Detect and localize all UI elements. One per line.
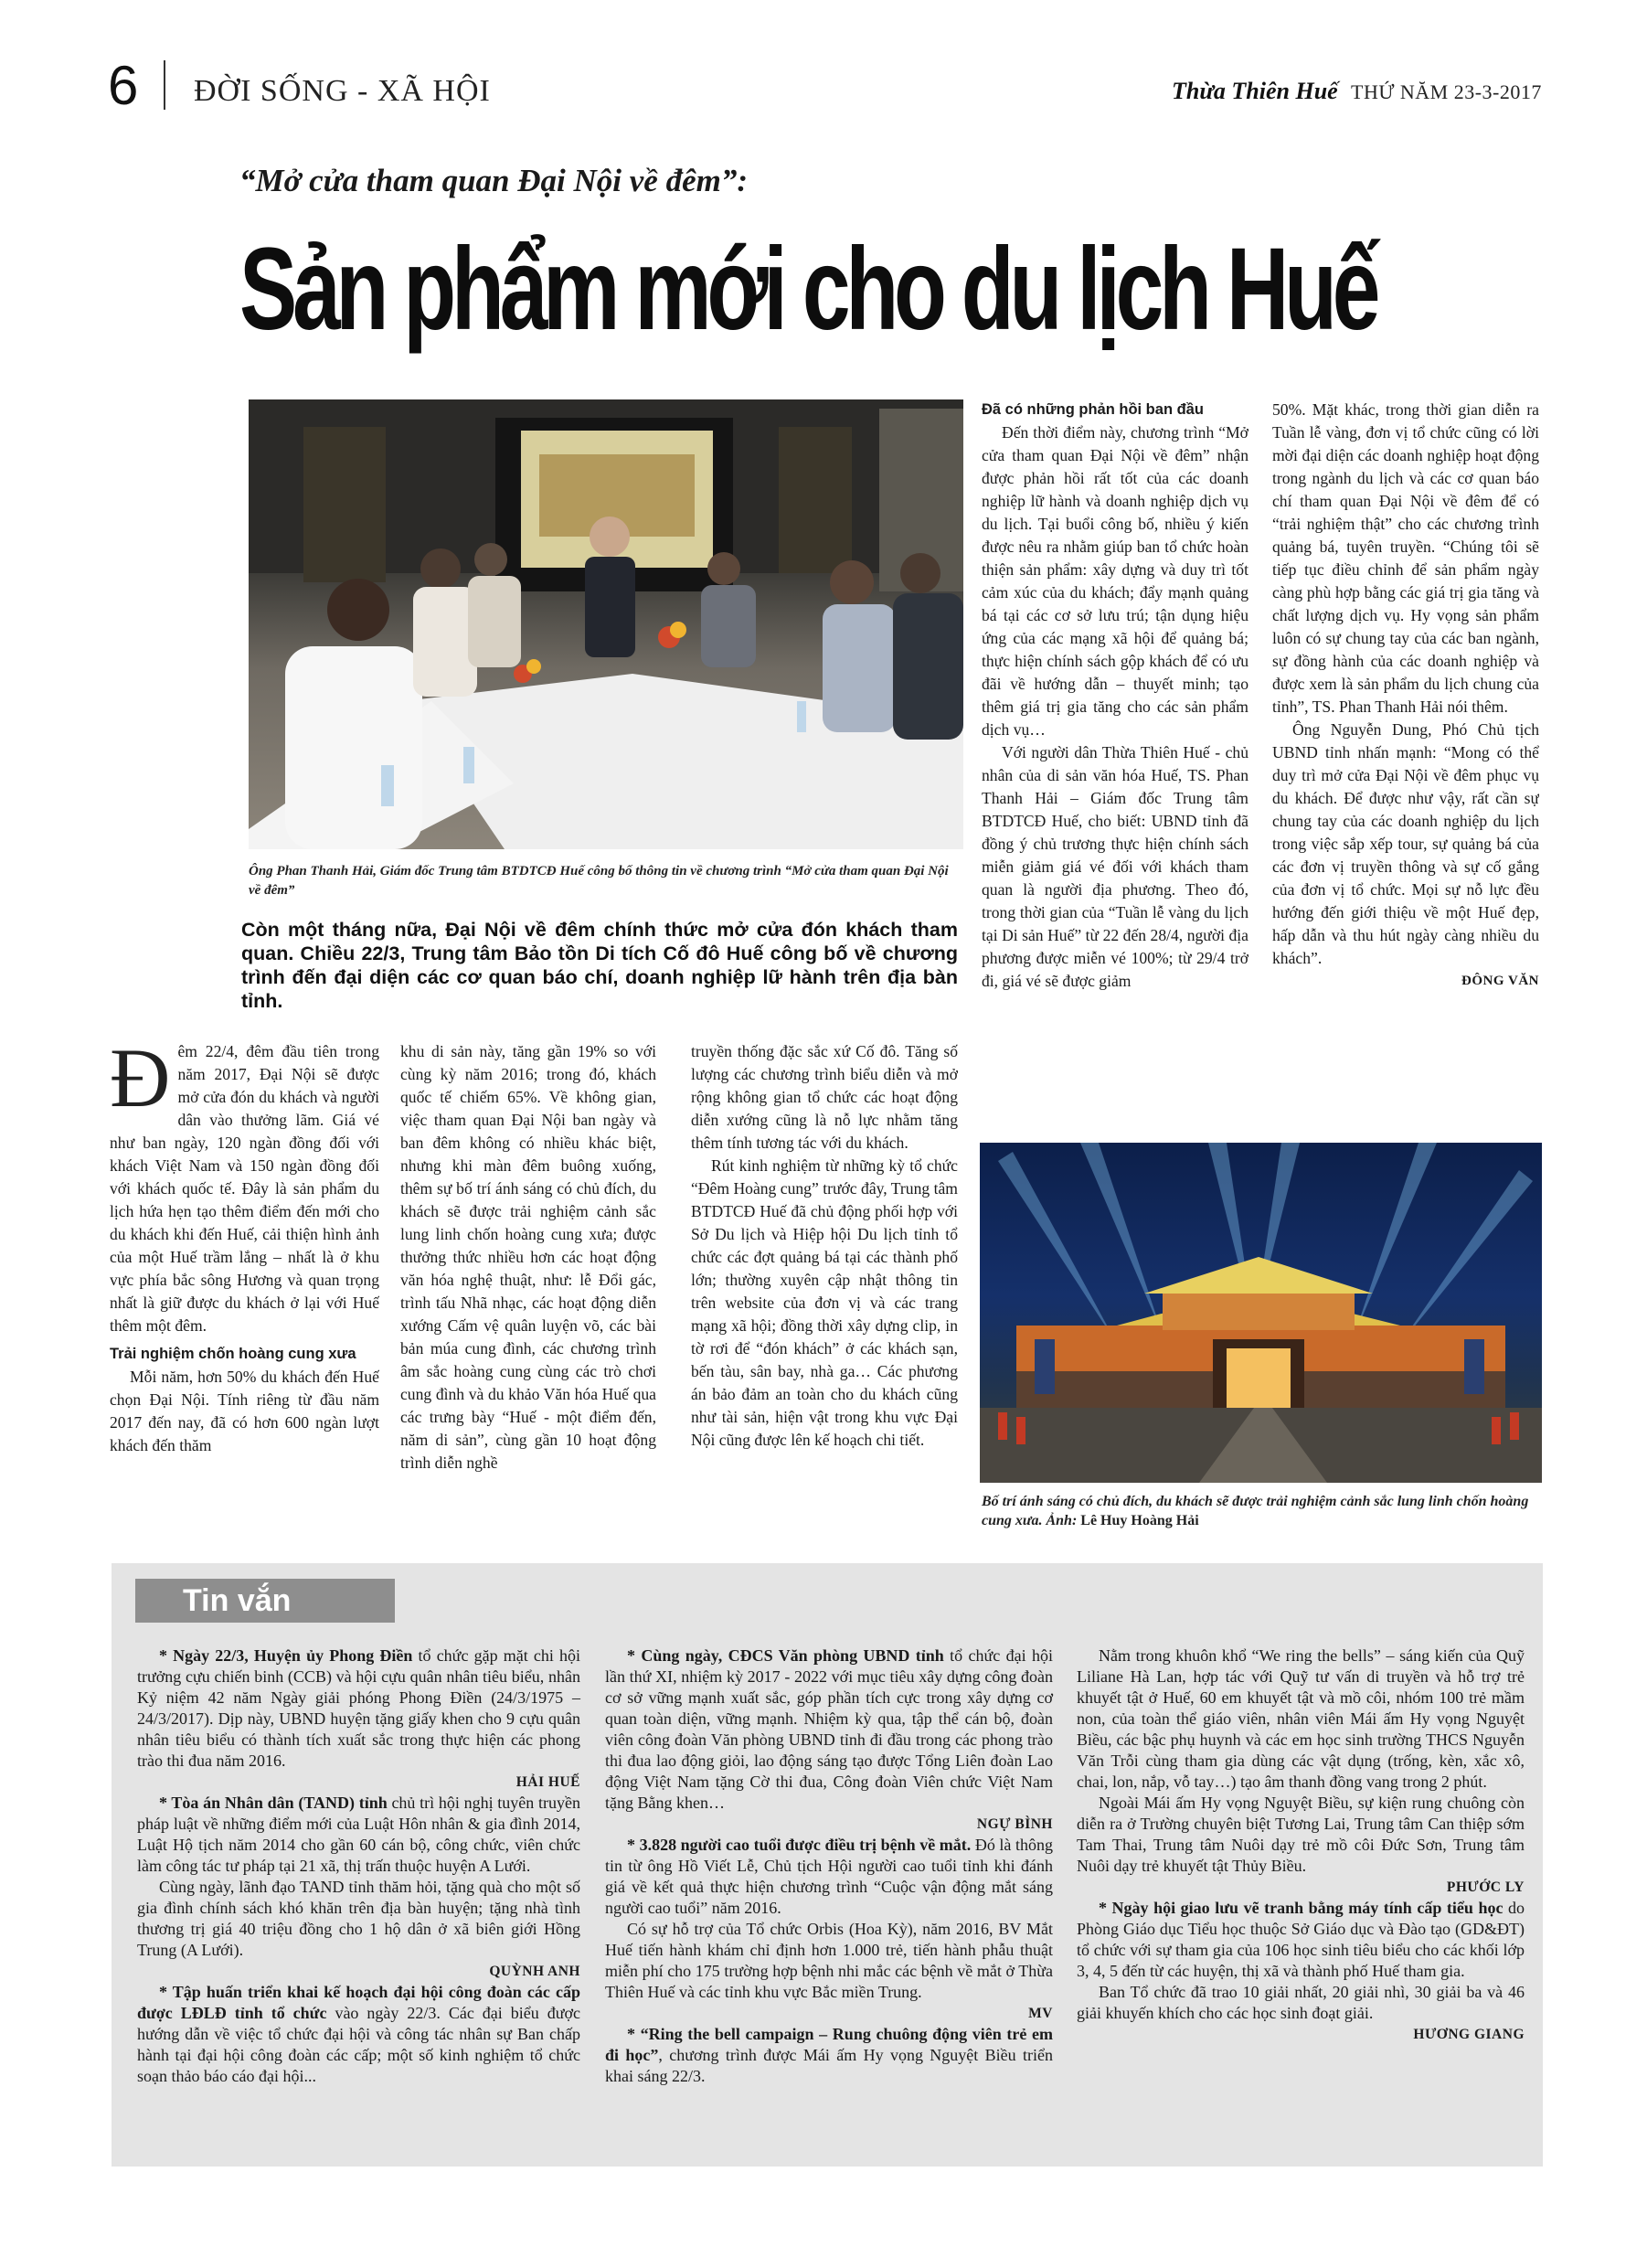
news-text: vào ngày 22/3. Các đại biểu được hướng dẫn về việc tổ chức đại hội và công tác nhân sự Ban chấp hành tại đại hội công đoàn các cấp; một số kinh nghiệm tổ chức soạn thảo báo cáo đại hội... bbox=[137, 2004, 580, 2085]
news-column-3 bbox=[1077, 1645, 1525, 2045]
news-lead: * Ngày hội giao lưu vẽ tranh bằng máy tính cấp tiểu học bbox=[1099, 1899, 1504, 1917]
article-column-1 bbox=[110, 1040, 379, 1525]
news-signature: HƯƠNG GIANG bbox=[1413, 2027, 1525, 2042]
news-item bbox=[605, 1645, 1053, 1814]
photo-credit: Lê Huy Hoàng Hải bbox=[1080, 1513, 1199, 1528]
news-lead: * Ngày 22/3, Huyện ủy Phong Điền bbox=[159, 1646, 413, 1665]
author-signature: ĐÔNG VĂN bbox=[1461, 974, 1539, 988]
news-lead: * “Ring the bell campaign – Rung chuông động viên trẻ em đi học” bbox=[605, 2025, 1053, 2064]
news-text: , chương trình được Mái ấm Hy vọng Nguyệt Biều triển khai sáng 22/3. bbox=[605, 2046, 1054, 2085]
article-headline: Sản phẩm mới cho du lịch Huế bbox=[239, 224, 1376, 355]
section-title: ĐỜI SỐNG - XÃ HỘI bbox=[194, 74, 491, 108]
news-column-1 bbox=[137, 1645, 580, 2087]
paragraph: 50%. Mặt khác, trong thời gian diễn ra Tuần lễ vàng, đơn vị tổ chức cũng có lời mời đại diện các doanh nghiệp hoạt động trong ngành du lịch và các cơ quan báo chí tham quan Đại Nội về đêm để có “trải nghiệm thật” cho các chương trình quảng bá, tuyên truyền. “Chúng tôi sẽ tiếp tục điều chỉnh để sản phẩm ngày càng phù hợp bằng các giá trị gia tăng và chất lượng dịch vụ. Hy vọng sản phẩm luôn có sự chung tay của các ban ngành, sự đồng hành của các doanh nghiệp và được xem là sản phẩm du lịch chung của tỉnh”, TS. Phan Thanh Hải nói thêm. bbox=[1272, 400, 1539, 716]
news-lead: * Cùng ngày, CĐCS Văn phòng UBND tỉnh bbox=[627, 1646, 944, 1665]
paragraph: Mỗi năm, hơn 50% du khách đến Huế chọn Đại Nội. Tính riêng từ đầu năm 2017 đến nay, đã có hơn 600 ngàn lượt khách đến thăm bbox=[110, 1368, 379, 1454]
paragraph: Với người dân Thừa Thiên Huế - chủ nhân của di sản văn hóa Huế, TS. Phan Thanh Hải – Giám đốc Trung tâm BTDTCĐ Huế, cho biết: UBND tỉnh đã đồng ý chủ trương thực hiện chính sách miễn giảm giá vé đối với khách tham quan là người địa phương. Theo đó, trong thời gian của “Tuần lễ vàng du lịch tại Di sản Huế” từ 22 đến 28/4, người địa phương được miễn vé 100%; từ 29/4 trở đi, giá vé sẽ được giảm bbox=[982, 743, 1249, 990]
news-item: Ban Tổ chức đã trao 10 giải nhất, 20 giải nhì, 30 giải ba và 46 giải khuyến khích cho các học sinh đoạt giải. bbox=[1077, 1983, 1525, 2022]
news-item bbox=[137, 1645, 580, 1772]
news-signature: MV bbox=[1028, 2006, 1053, 2021]
news-item: Ngoài Mái ấm Hy vọng Nguyệt Biều, sự kiện rung chuông còn diễn ra ở Trường chuyên biệt Tương Lai, Trung tâm Can thiệp sớm Tam Thai, Trung tâm Nuôi dạy trẻ mồ côi Đức Sơn, Trung tâm Nuôi dạy trẻ khuyết tật Thủy Biều. bbox=[1077, 1794, 1525, 1875]
news-text: chủ trì hội nghị tuyên truyền pháp luật về những điểm mới của Luật Hôn nhân & gia đình 2014, Luật Hộ tịch năm 2014 cho gần 60 cán bộ, công chức, viên chức làm công tác tư pháp tại 21 xã, thị trấn thuộc huyện A Lưới. bbox=[137, 1794, 580, 1875]
newspaper-name: Thừa Thiên Huế bbox=[1172, 78, 1338, 104]
paragraph: Ông Nguyễn Dung, Phó Chủ tịch UBND tỉnh nhấn mạnh: “Mong có thể duy trì mở cửa Đại Nội về đêm phục vụ du khách. Để được như vậy, rất cần sự chung tay của các doanh nghiệp du lịch trong việc sắp xếp tour, sự quảng bá của các đơn vị truyền thông và sự cố gắng của đơn vị tổ chức. Mọi sự nỗ lực đều hướng đến giới thiệu về một Huế đẹp, hấp dẫn và thu hút ngày càng nhiều du khách”. bbox=[1272, 720, 1539, 967]
page-number: 6 bbox=[108, 55, 139, 116]
header-divider bbox=[164, 60, 165, 110]
meeting-photo bbox=[249, 399, 963, 849]
news-signature: NGỰ BÌNH bbox=[976, 1816, 1053, 1832]
news-item: Có sự hỗ trợ của Tổ chức Orbis (Hoa Kỳ), năm 2016, BV Mắt Huế tiến hành khám chỉ định hơn 1.000 trẻ, tiến hành phẫu thuật miễn phí cho 175 trường hợp bệnh nhi mắc các bệnh về mắt ở Thừa Thiên Huế và các tỉnh khu vực Bắc miền Trung. bbox=[605, 1920, 1053, 2001]
news-text: Đó là thông tin từ ông Hồ Viết Lễ, Chủ tịch Hội người cao tuổi tỉnh khi đánh giá về kết quả thực hiện chương trình “Cuộc vận động mắt sáng người cao tuổi” năm 2016. bbox=[605, 1836, 1053, 1917]
news-signature: PHƯỚC LY bbox=[1446, 1879, 1525, 1895]
news-item: Cùng ngày, lãnh đạo TAND tỉnh thăm hỏi, tặng quà cho một số gia đình chính sách khó khăn trên địa bàn huyện; tặng nhà tình thương trị giá 40 triệu đồng cho 1 hộ dân ở xã biên giới Hồng Trung (A Lưới). bbox=[137, 1878, 580, 1959]
news-item: Nằm trong khuôn khổ “We ring the bells” – sáng kiến của Quỹ Liliane Hà Lan, hợp tác với Quỹ tư vấn di truyền và hỗ trợ trẻ khuyết tật ở Huế, 60 em khuyết tật và mồ côi, nhóm 100 trẻ mầm non, của toàn thể giáo viên, nhân viên Mái ấm Hy vọng Nguyệt Biều, các bậc phụ huynh và các em học sinh trường THCS Nguyễn Văn Trỗi cùng tham gia dùng các vật dụng (trống, kèn, xắc xô, chai, lon, nắp, vỗ tay…) tạo âm thanh đồng vang trong 2 phút. bbox=[1077, 1646, 1525, 1791]
paragraph: Rút kinh nghiệm từ những kỳ tổ chức “Đêm Hoàng cung” trước đây, Trung tâm BTDTCĐ Huế đã chủ động phối hợp với Sở Du lịch và Hiệp hội Du lịch tỉnh tổ chức các đợt quảng bá tại các thành phố lớn; thường xuyên cập nhật thông tin trên website của đơn vị và các trang mạng xã hội; đồng thời xây dựng clip, in tờ rơi để “đón khách” ở các khách sạn, bến tàu, sân bay, nhà ga… Các phương án bảo đảm an toàn cho du khách cũng như tài sản, hiện vật trong khu vực Đại Nội cũng được lên kế hoạch chi tiết. bbox=[691, 1156, 958, 1449]
article-column-3 bbox=[691, 1040, 958, 1525]
news-item bbox=[137, 1793, 580, 1877]
paragraph: êm 22/4, đêm đầu tiên trong năm 2017, Đại Nội sẽ được mở cửa đón du khách và người dân vào thưởng lãm. Giá vé như ban ngày, 120 ngàn đồng đối với khách Việt Nam và 150 ngàn đồng đối với khách quốc tế. Đây là sản phẩm du lịch hứa hẹn tạo thêm điểm đến mới cho du khách khi đến Huế, cải thiện hình ảnh của một Huế trầm lắng – nhất là ở khu vực phía bắc sông Hương và quan trọng nhất là giữ được du khách ở lại với Huế thêm một đêm. bbox=[110, 1042, 379, 1335]
news-brief-title: Tin vắn bbox=[183, 1583, 292, 1618]
news-text: do Phòng Giáo dục Tiểu học thuộc Sở Giáo dục và Đào tạo (GD&ĐT) tổ chức với sự tham gia của 106 học sinh tiêu biểu cho các khối lớp 3, 4, 5 đến từ các huyện, thị xã và thành phố Huế tham gia. bbox=[1077, 1899, 1525, 1980]
news-lead: * 3.828 người cao tuổi được điều trị bệnh về mắt. bbox=[627, 1836, 972, 1854]
subheading: Đã có những phản hồi ban đầu bbox=[982, 401, 1204, 418]
news-signature: QUỲNH ANH bbox=[489, 1964, 580, 1979]
news-item bbox=[605, 1835, 1053, 1919]
article-column-5 bbox=[1272, 399, 1539, 1121]
paragraph: truyền thống đặc sắc xứ Cố đô. Tăng số lượng các chương trình biểu diễn và mở rộng không gian tổ chức các hoạt động diễn xướng cũng là nỗ lực nhằm tăng thêm tính tương tác với du khách. bbox=[691, 1042, 958, 1152]
article-kicker: “Mở cửa tham quan Đại Nội về đêm”: bbox=[239, 163, 748, 198]
meeting-photo-caption: Ông Phan Thanh Hải, Giám đốc Trung tâm BTDTCĐ Huế công bố thông tin về chương trình “Mở cửa tham quan Đại Nội về đêm” bbox=[249, 864, 949, 898]
news-text: tổ chức đại hội lần thứ XI, nhiệm kỳ 2017 - 2022 với mục tiêu xây dựng công đoàn cơ sở vững mạnh xuất sắc, góp phần tích cực trong xây dựng cơ quan toàn diện, vững mạnh. Nhiệm kỳ qua, tập thể cán bộ, đoàn viên công đoàn Văn phòng UBND tỉnh đi đầu trong các phong trào thi đua lao động giỏi, lao động sáng tạo được Tổng Liên đoàn Lao động Việt Nam tặng Cờ thi đua, Công đoàn Viên chức Việt Nam tặng Bằng khen… bbox=[605, 1646, 1053, 1812]
drop-cap: Đ bbox=[110, 1040, 171, 1124]
news-signature: HẢI HUẾ bbox=[515, 1774, 580, 1790]
article-column-4 bbox=[982, 399, 1249, 1121]
caption-text: Bố trí ánh sáng có chủ đích, du khách sẽ được trải nghiệm cảnh sắc lung linh chốn hoàng cung xưa. Ảnh: bbox=[982, 1494, 1529, 1528]
news-lead: * Tòa án Nhân dân (TAND) tỉnh bbox=[159, 1794, 388, 1812]
news-lead: * Tập huấn triển khai kế hoạch đại hội công đoàn các cấp được LĐLĐ tỉnh tổ chức bbox=[137, 1983, 580, 2022]
paragraph: Đến thời điểm này, chương trình “Mở cửa tham quan Đại Nội về đêm” nhận được phản hồi rất tốt của các doanh nghiệp lữ hành và doanh nghiệp dịch vụ du lịch. Tại buổi công bố, nhiều ý kiến được nêu ra nhằm giúp ban tổ chức hoàn thiện sản phẩm: xây dựng và duy trì tốt cảm xúc của du khách; đẩy mạnh quảng bá tại các cơ sở lưu trú; tận dụng hiệu ứng của các mạng xã hội để quảng bá; thực hiện chính sách gộp khách để có ưu đãi về hướng dẫn – thuyết minh; tạo thêm giá trị gia tăng cho các sản phẩm dịch vụ… bbox=[982, 423, 1249, 739]
issue-date: THỨ NĂM 23-3-2017 bbox=[1351, 80, 1542, 103]
palace-photo-caption bbox=[982, 1492, 1543, 1530]
subheading: Trải nghiệm chốn hoàng cung xưa bbox=[110, 1346, 356, 1362]
article-lead: Còn một tháng nữa, Đại Nội về đêm chính thức mở cửa đón khách tham quan. Chiều 22/3, Trung tâm Bảo tồn Di tích Cố đô Huế công bố về chương trình đến đại diện các cơ quan báo chí, doanh nghiệp lữ hành trên địa bàn tỉnh. bbox=[241, 919, 958, 1012]
paragraph: khu di sản này, tăng gần 19% so với cùng kỳ năm 2016; trong đó, khách quốc tế chiếm 65%. Về không gian, việc tham quan Đại Nội ban ngày và ban đêm không có nhiều khác biệt, nhưng khi màn đêm buông xuống, thêm sự bố trí ánh sáng có chủ đích, du khách sẽ được trải nghiệm cảnh sắc lung linh chốn hoàng cung xưa; được thưởng thức nhiều hơn các hoạt động văn hóa nghệ thuật, như: lễ Đổi gác, trình tấu Nhã nhạc, các hoạt động diễn xướng Cấm vệ quân luyện võ, các bài bản múa cung đình, các chương trình âm sắc hoàng cung cùng các trò chơi cung đình và du khảo Văn hóa Huế qua các trưng bày “Huế - một điểm đến, năm di sản”, cùng gần 10 hoạt động trình diễn nghề bbox=[400, 1042, 656, 1472]
news-item bbox=[137, 1982, 580, 2087]
news-text: tổ chức gặp mặt chi hội trưởng cựu chiến binh (CCB) và hội cựu quân nhân tiêu biểu, nhân Kỷ niệm 42 năm Ngày giải phóng Phong Điền (24/3/1975 – 24/3/2017). Dịp này, UBND huyện tặng giấy khen cho 9 cựu quân nhân tiêu biểu có thành tích xuất sắc trong thực hiện các phong trào thi đua năm 2016. bbox=[137, 1646, 580, 1770]
article-column-2 bbox=[400, 1040, 656, 1525]
news-column-2 bbox=[605, 1645, 1053, 2087]
news-item bbox=[1077, 1898, 1525, 1982]
palace-night-photo bbox=[980, 1143, 1542, 1483]
news-item bbox=[605, 2024, 1053, 2087]
